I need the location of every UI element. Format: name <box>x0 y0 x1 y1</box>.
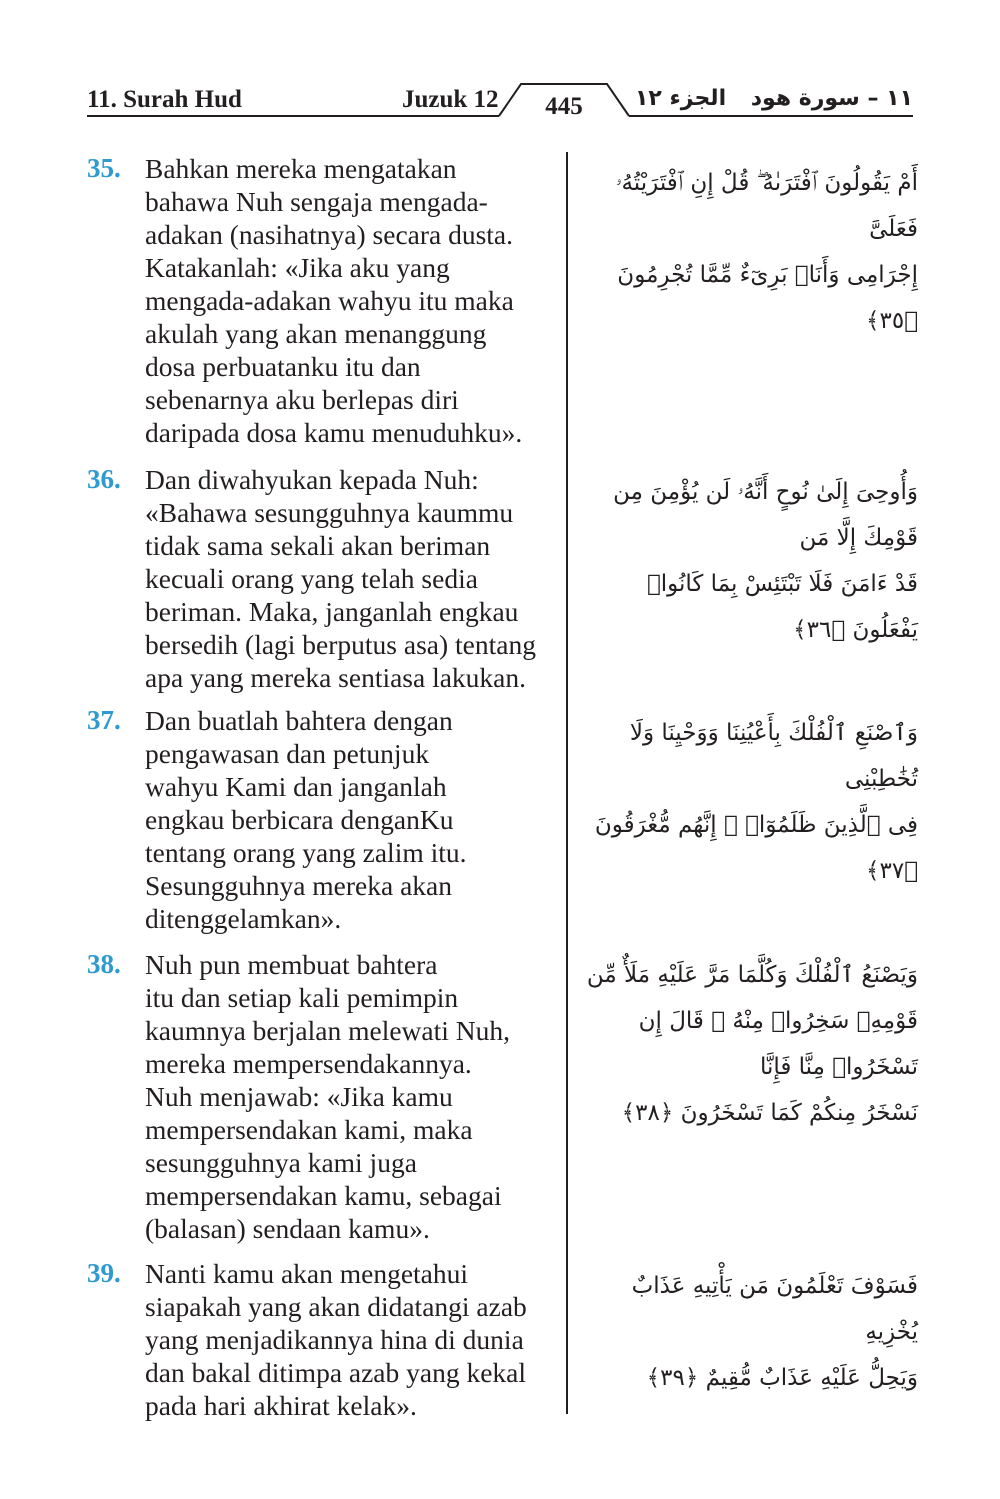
page-number: 445 <box>545 93 583 120</box>
surah-title: 11. Surah Hud <box>87 86 242 113</box>
verse-translation: Bahkan mereka mengatakan bahawa Nuh sengaja mengada- adakan (nasihatnya) secara dusta. Katakanlah: «Jika aku yang mengada-adakan wahyu itu maka akulah yang akan menanggung dosa perbuatanku itu dan sebenarnya aku berlepas diri daripada dosa kamu menuduhku». <box>145 153 523 448</box>
page-header <box>87 80 913 124</box>
verse-translation: Nanti kamu akan mengetahui siapakah yang akan didatangi azab yang menjadikannya hina di dunia dan bakal ditimpa azab yang kekal pada hari akhirat kelak». <box>145 1258 527 1421</box>
verse-number: 35. <box>87 153 121 183</box>
verse-translation: Dan diwahyukan kepada Nuh: «Bahawa sesungguhnya kaummu tidak sama sekali akan beriman kecuali orang yang telah sedia beriman. Maka, janganlah engkau bersedih (lagi berputus asa) tentang apa yang mereka sentiasa lakukan. <box>145 464 536 693</box>
verse-number: 39. <box>87 1258 121 1288</box>
verse-arabic: وَأُوحِىَ إِلَىٰ نُوحٍ أَنَّهُۥ لَن يُؤْمِنَ مِن قَوْمِكَ إِلَّا مَن قَدْ ءَامَنَ فَلَا تَبْتَئِسْ بِمَا كَانُوا۟ يَفْعَلُونَ ﴿٣٦﴾ <box>613 479 918 643</box>
verse-number: 38. <box>87 949 121 979</box>
column-divider <box>566 152 568 1414</box>
verse-arabic: فَسَوْفَ تَعْلَمُونَ مَن يَأْتِيهِ عَذَابٌ يُخْزِيهِ وَيَحِلُّ عَلَيْهِ عَذَابٌ مُّقِيمٌ ﴿٣٩﴾ <box>631 1273 918 1391</box>
verse-arabic: أَمْ يَقُولُونَ ٱفْتَرَىٰهُ ۖ قُلْ إِنِ ٱفْتَرَيْتُهُۥ فَعَلَىَّ إِجْرَامِى وَأَنَا۠ بَرِىٓءٌ مِّمَّا تُجْرِمُونَ ﴿٣٥﴾ <box>615 170 918 334</box>
verse-number: 37. <box>87 705 121 735</box>
juzuk-label: Juzuk 12 <box>402 86 499 113</box>
verse-arabic: وَٱصْنَعِ ٱلْفُلْكَ بِأَعْيُنِنَا وَوَحْيِنَا وَلَا تُخَٰطِبْنِى فِى ٱلَّذِينَ ظَلَمُوٓا۟ ۚ إِنَّهُم مُّغْرَقُونَ ﴿٣٧﴾ <box>594 720 918 884</box>
verse-translation: Nuh pun membuat bahtera itu dan setiap kali pemimpin kaumnya berjalan melewati Nuh, mereka mempersendakannya. Nuh menjawab: «Jika kamu mempersendakan kami, maka sesungguhnya kami juga mempersendakan kamu, sebagai (balasan) sendaan kamu». <box>145 949 511 1244</box>
verse-number: 36. <box>87 464 121 494</box>
arabic-juz-label: الجزء ١٢ <box>635 86 727 111</box>
verse-arabic: وَيَصْنَعُ ٱلْفُلْكَ وَكُلَّمَا مَرَّ عَلَيْهِ مَلَأٌ مِّن قَوْمِهِۦ سَخِرُوا۟ مِنْهُ ۚ قَالَ إِن تَسْخَرُوا۟ مِنَّا فَإِنَّا نَسْخَرُ مِنكُمْ كَمَا تَسْخَرُونَ ﴿٣٨﴾ <box>586 962 918 1126</box>
arabic-surah-title: ١١ – سورة هود <box>750 86 913 111</box>
verse-translation: Dan buatlah bahtera dengan pengawasan dan petunjuk wahyu Kami dan janganlah engkau berbicara denganKu tentang orang yang zalim itu. Sesungguhnya mereka akan ditenggelamkan». <box>145 705 467 934</box>
